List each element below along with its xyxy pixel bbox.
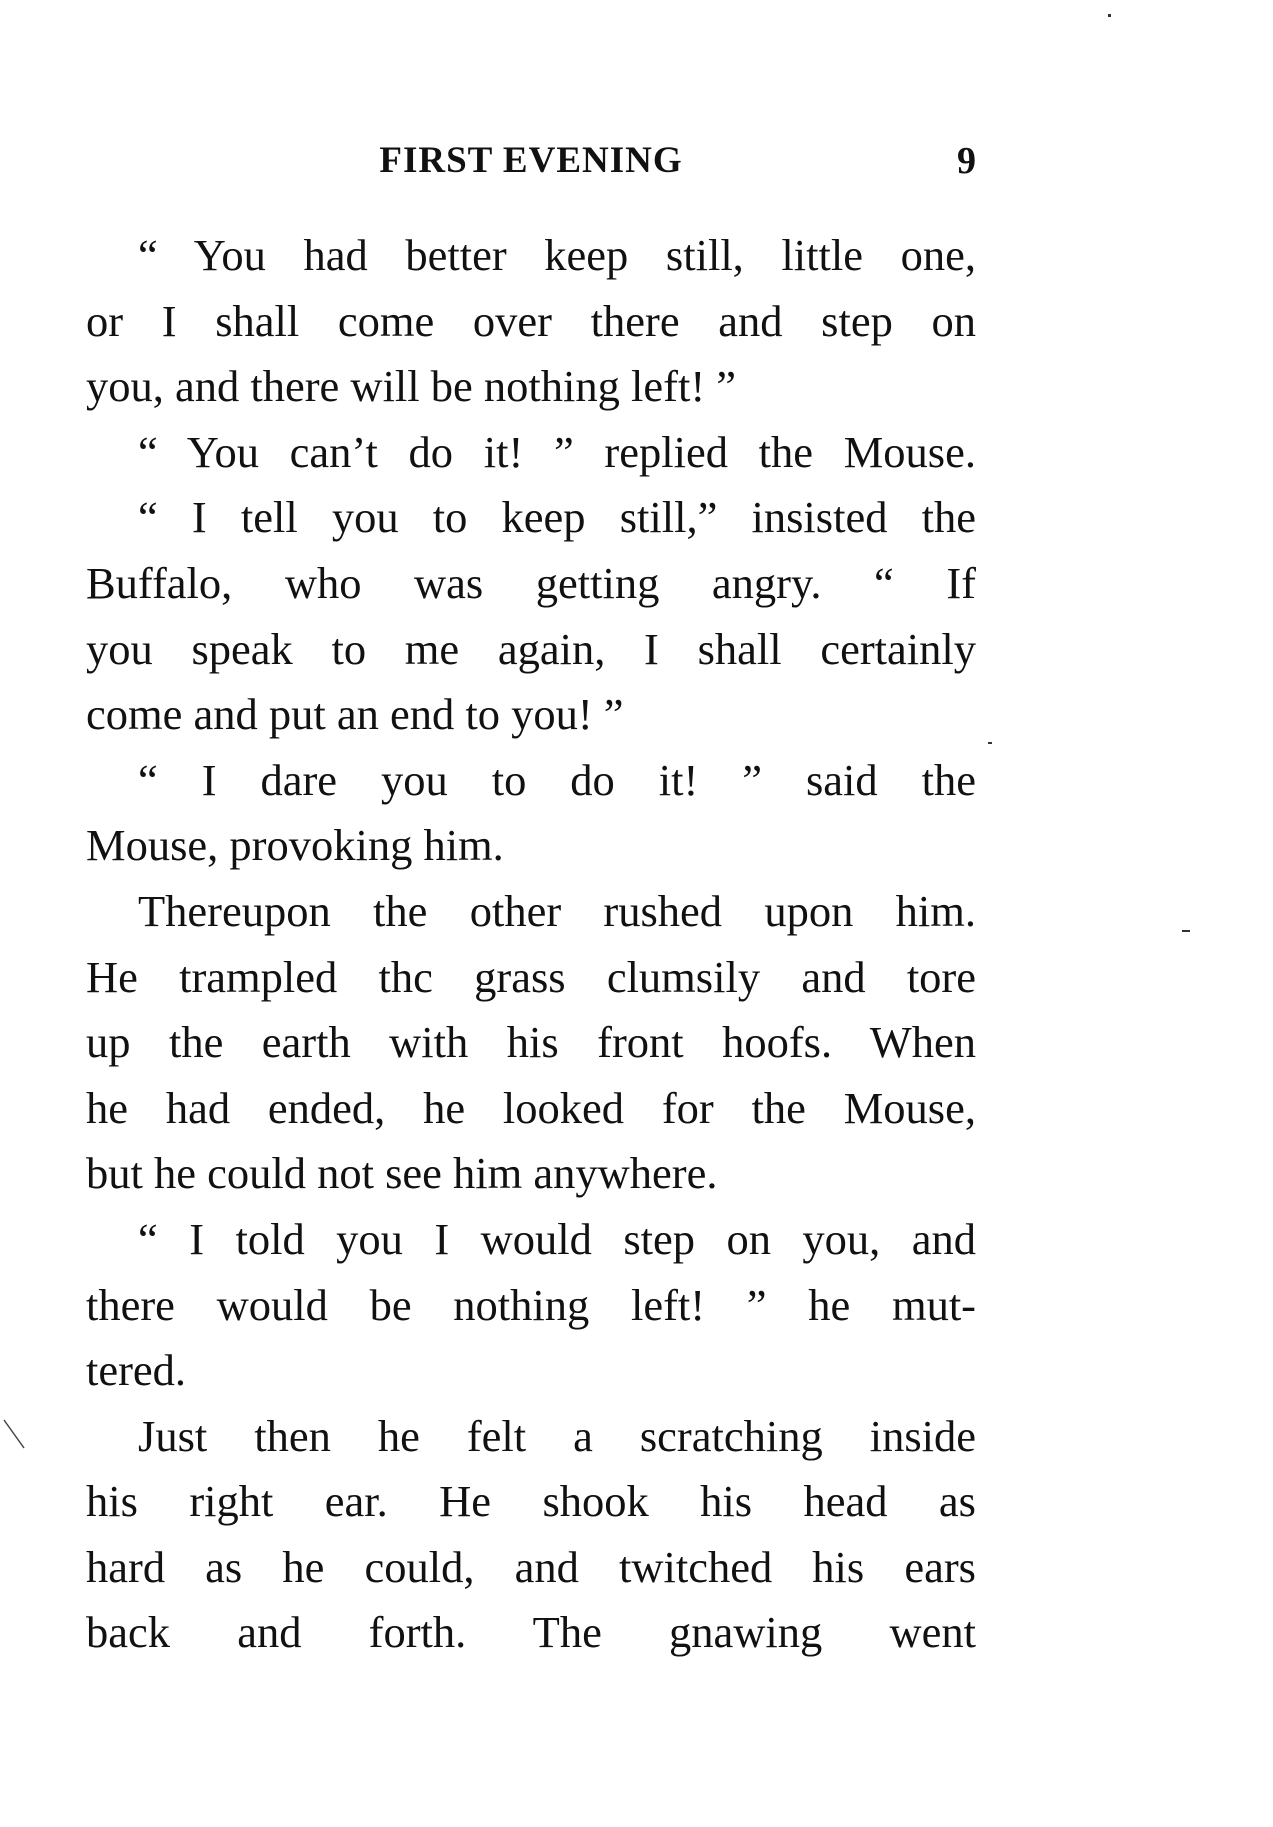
text-line: you speak to me again, I shall certainly	[86, 623, 976, 674]
body-text	[86, 223, 976, 1666]
text-line: back and forth. The gnawing went	[86, 1607, 976, 1658]
text-line: up the earth with his front hoofs. When	[86, 1017, 976, 1068]
text-line: he had ended, he looked for the Mouse,	[86, 1082, 976, 1133]
text-line: Just then he felt a scratching inside	[138, 1410, 976, 1461]
scan-mark	[2, 1418, 26, 1450]
text-line: hard as he could, and twitched his ears	[86, 1541, 976, 1592]
page-header	[86, 139, 976, 189]
scan-speck	[1182, 930, 1190, 932]
text-line: tered.	[86, 1345, 187, 1396]
text-line: come and put an end to you! ”	[86, 689, 624, 740]
text-line: you, and there will be nothing left! ”	[86, 361, 737, 412]
text-line: “ I told you I would step on you, and	[138, 1213, 976, 1264]
text-line: his right ear. He shook his head as	[86, 1476, 976, 1527]
text-line: Buffalo, who was getting angry. “ If	[86, 557, 976, 608]
text-line: “ You can’t do it! ” replied the Mouse.	[138, 426, 976, 477]
text-line: “ I dare you to do it! ” said the	[138, 754, 976, 805]
running-head: FIRST EVENING	[379, 140, 683, 181]
text-line: He trampled thc grass clumsily and tore	[86, 951, 976, 1002]
scan-speck	[988, 742, 992, 744]
text-line: there would be nothing left! ” he mut-	[86, 1279, 976, 1330]
page-number: 9	[957, 140, 976, 182]
text-line: “ You had better keep still, little one,	[138, 230, 976, 280]
text-line: Mouse, provoking him.	[86, 820, 504, 871]
text-line: but he could not see him anywhere.	[86, 1148, 718, 1199]
scan-speck	[1108, 14, 1111, 17]
text-line: “ I tell you to keep still,” insisted the	[138, 492, 976, 543]
text-line: Thereupon the other rushed upon him.	[138, 885, 976, 936]
text-line: or I shall come over there and step on	[86, 295, 976, 346]
